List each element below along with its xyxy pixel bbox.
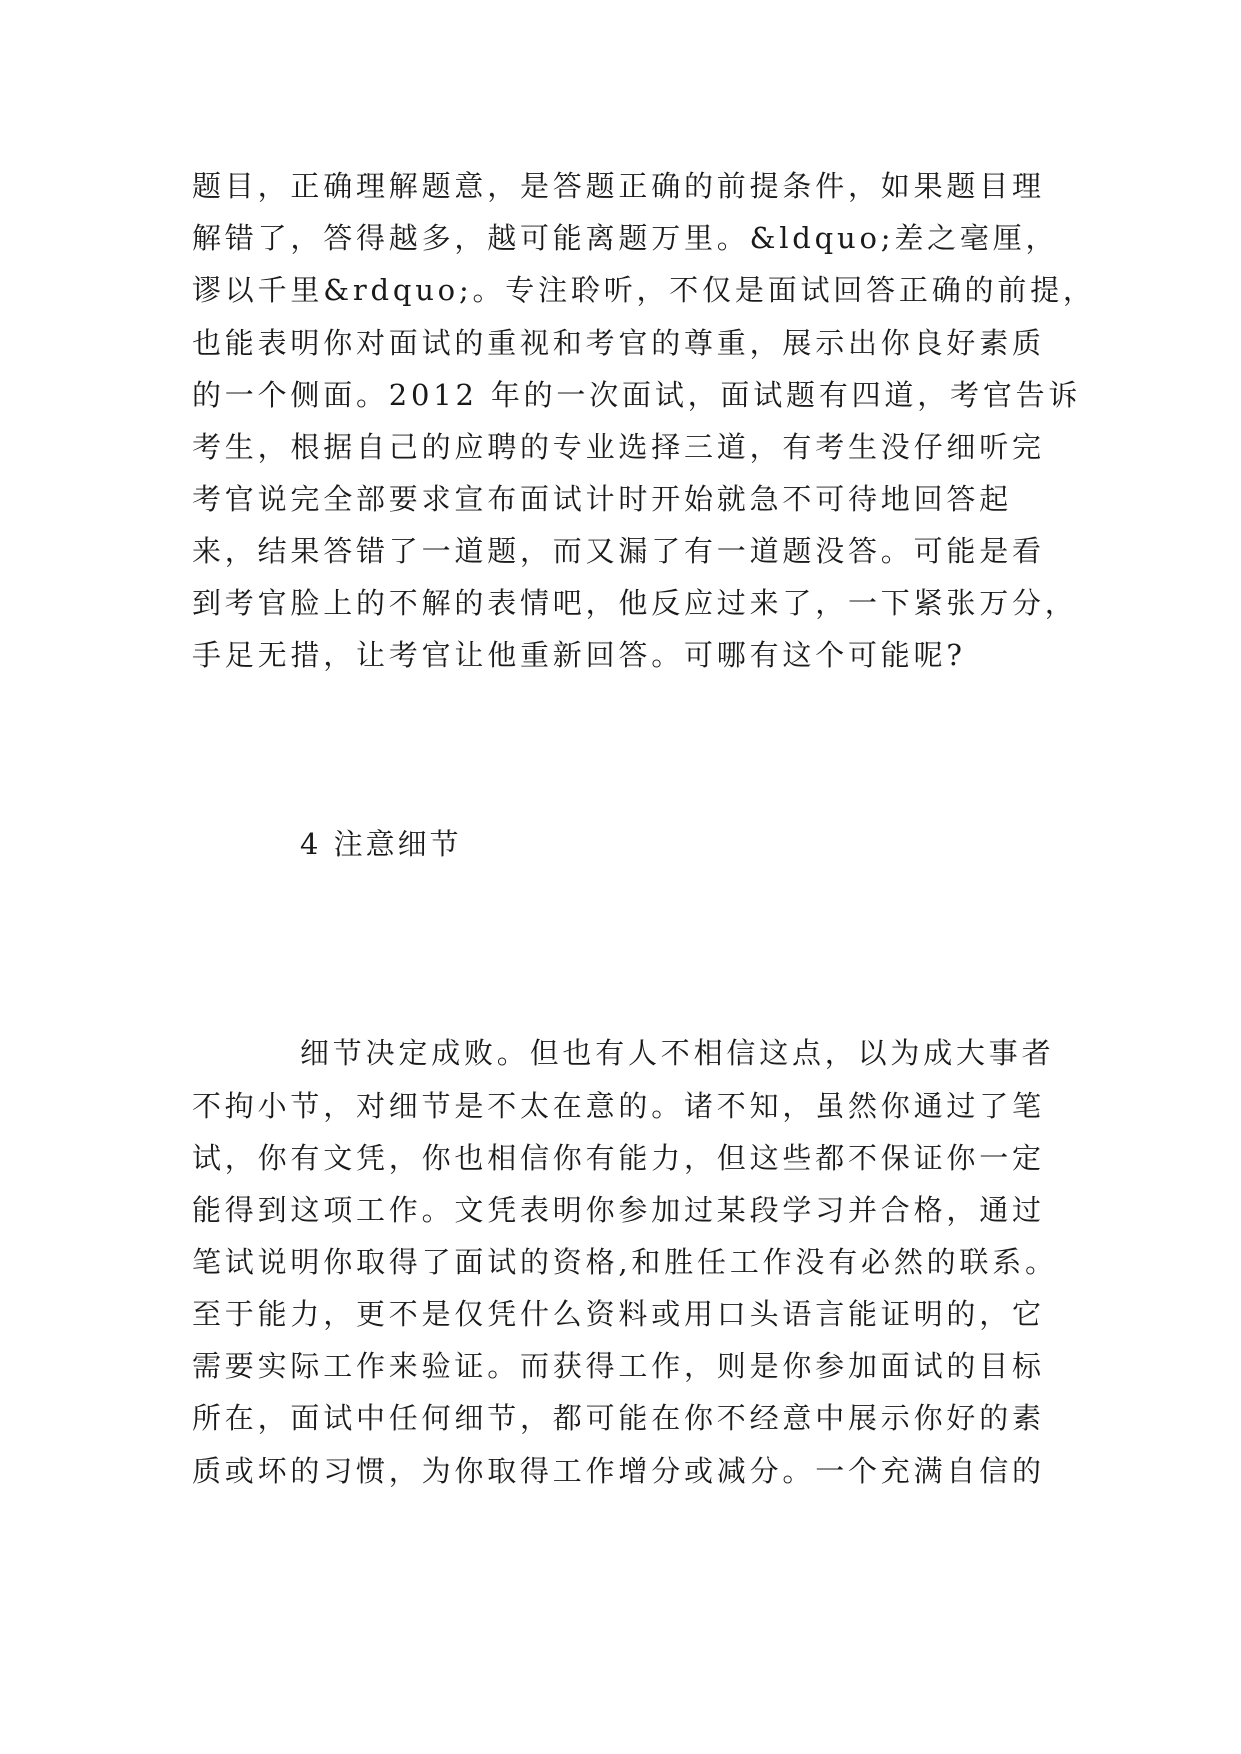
paragraph-line: 所在，面试中任何细节，都可能在你不经意中展示你好的素: [192, 1401, 1045, 1435]
paragraph-line: 试，你有文凭，你也相信你有能力，但这些都不保证你一定: [192, 1141, 1045, 1175]
paragraph-line: 需要实际工作来验证。而获得工作，则是你参加面试的目标: [192, 1349, 1045, 1383]
paragraph-line: 能得到这项工作。文凭表明你参加过某段学习并合格，通过: [192, 1193, 1045, 1227]
paragraph-line: 也能表明你对面试的重视和考官的尊重，展示出你良好素质: [192, 326, 1045, 360]
paragraph-line: 谬以千里&rdquo;。专注聆听，不仅是面试回答正确的前提，: [192, 273, 1096, 307]
paragraph-line: 来，结果答错了一道题，而又漏了有一道题没答。可能是看: [192, 534, 1045, 568]
section-heading: 4 注意细节: [300, 827, 462, 861]
paragraph-line: 的一个侧面。2012 年的一次面试，面试题有四道，考官告诉: [192, 378, 1082, 412]
paragraph-line: 解错了，答得越多，越可能离题万里。&ldquo;差之毫厘，: [192, 221, 1059, 255]
paragraph-line: 到考官脸上的不解的表情吧，他反应过来了，一下紧张万分，: [192, 586, 1078, 620]
paragraph-line: 笔试说明你取得了面试的资格,和胜任工作没有必然的联系。: [192, 1245, 1058, 1279]
paragraph-line: 不拘小节，对细节是不太在意的。诸不知，虽然你通过了笔: [192, 1089, 1045, 1123]
paragraph-line: 考官说完全部要求宣布面试计时开始就急不可待地回答起: [192, 482, 1013, 516]
paragraph-line: 手足无措，让考官让他重新回答。可哪有这个可能呢?: [192, 638, 966, 672]
paragraph-line: 细节决定成败。但也有人不相信这点，以为成大事者: [300, 1036, 1055, 1070]
paragraph-line: 题目，正确理解题意，是答题正确的前提条件，如果题目理: [192, 169, 1045, 203]
paragraph-line: 质或坏的习惯，为你取得工作增分或减分。一个充满自信的: [192, 1454, 1045, 1488]
paragraph-line: 至于能力，更不是仅凭什么资料或用口头语言能证明的，它: [192, 1297, 1045, 1331]
paragraph-line: 考生，根据自己的应聘的专业选择三道，有考生没仔细听完: [192, 430, 1045, 464]
